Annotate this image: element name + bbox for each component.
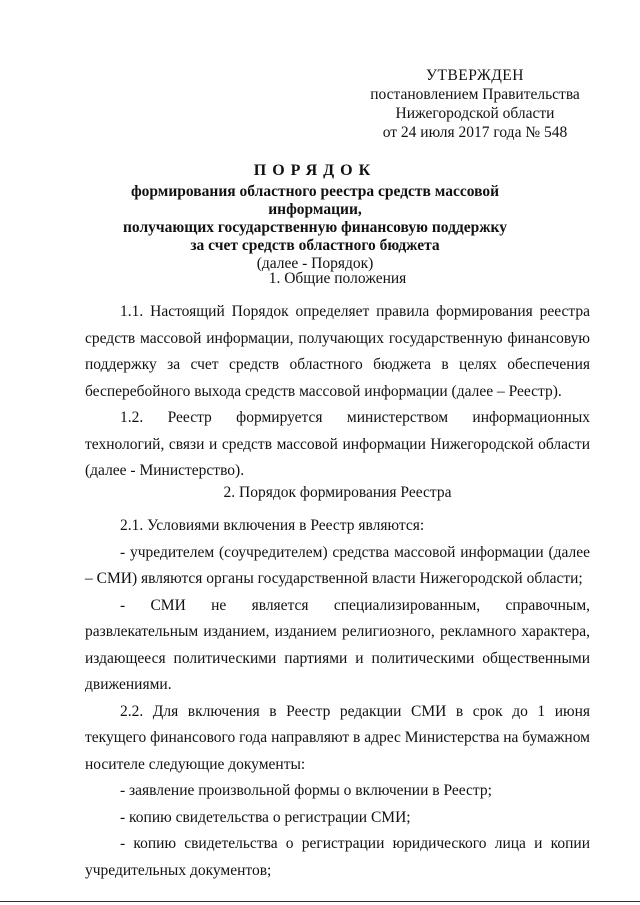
approval-line: постановлением Правительства	[370, 86, 580, 103]
paragraph: - заявление произвольной формы о включении в Реестр;	[120, 782, 492, 799]
approval-line: Нижегородской области	[395, 105, 555, 122]
document-title	[90, 162, 540, 273]
approval-date: от 24 июля 2017 года № 548	[382, 124, 568, 141]
paragraph: - учредителем (соучредителем) средства массовой информации (далее – СМИ) являются органы государственной власти Нижегородской области;	[85, 543, 590, 587]
paragraph: 1.2. Реестр формируется министерством информационных технологий, связи и средств массовой информации Нижегородской области (далее - Министерство).	[85, 409, 590, 479]
paragraph: 2.1. Условиями включения в Реестр являются:	[120, 517, 425, 534]
title-line: получающих государственную финансовую поддержку	[123, 219, 507, 236]
section-body	[85, 299, 590, 485]
section-heading: 2. Порядок формирования Реестра	[223, 484, 452, 501]
title-line: за счет средств областного бюджета	[190, 237, 440, 254]
section-body	[85, 513, 590, 884]
scan-edge-line	[0, 901, 640, 902]
paragraph: - копию свидетельства о регистрации юридического лица и копии учредительных документов;	[85, 835, 590, 879]
paragraph: 1.1. Настоящий Порядок определяет правила формирования реестра средств массовой информации, получающих государственную финансовую поддержку за счет средств областного бюджета в целях обеспечения бесперебойного выхода средств массовой информации (далее – Реестр).	[85, 303, 590, 400]
section-heading: 1. Общие положения	[268, 270, 407, 287]
approval-heading: УТВЕРЖДЕН	[426, 67, 524, 84]
title-main: ПОРЯДОК	[253, 162, 377, 179]
paragraph: - СМИ не является специализированным, справочным, развлекательным изданием, изданием религиозного, рекламного характера, издающееся политическими партиями и политическими общественными движениями.	[85, 596, 590, 693]
paragraph: 2.2. Для включения в Реестр редакции СМИ в срок до 1 июня текущего финансового года направляют в адрес Министерства на бумажном носителе следующие документы:	[85, 702, 590, 773]
title-line: формирования областного реестра средств массовой информации,	[130, 183, 500, 218]
paragraph: - копию свидетельства о регистрации СМИ;	[120, 808, 411, 826]
title-note: (далее - Порядок)	[256, 255, 374, 272]
approval-stamp	[360, 66, 590, 142]
